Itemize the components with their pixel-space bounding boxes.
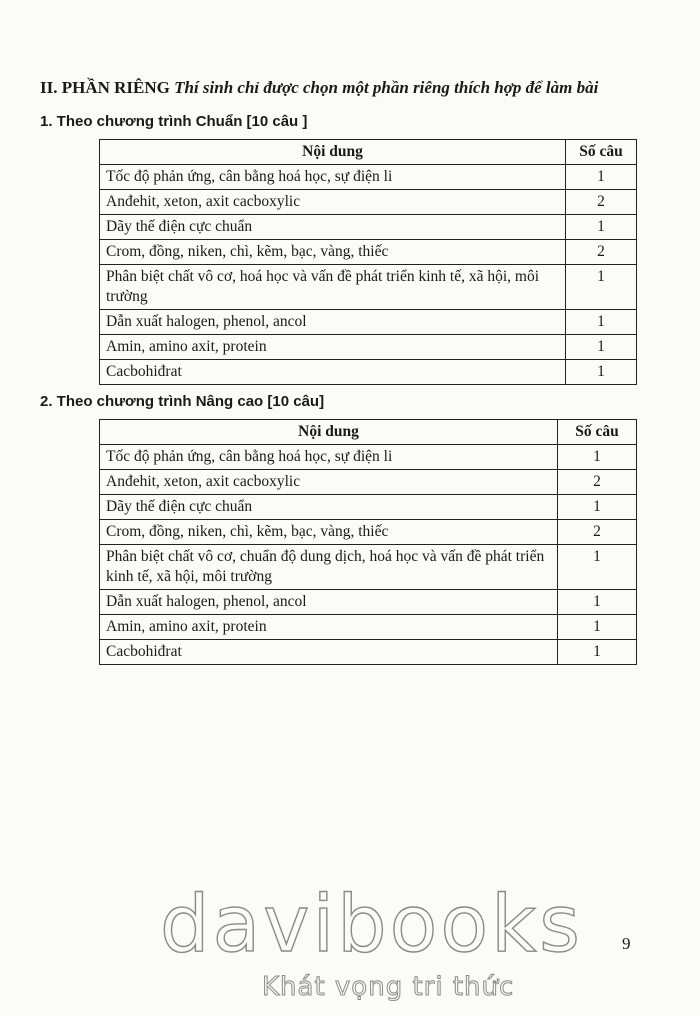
advanced-program-table [99, 419, 637, 665]
standard-program-table [99, 139, 637, 385]
table-row [100, 495, 637, 520]
row-count: 2 [558, 470, 637, 495]
table-row [100, 190, 637, 215]
page-number: 9 [622, 934, 631, 953]
section2-title: 2. Theo chương trình Nâng cao [10 câu] [40, 393, 325, 410]
table-row [100, 240, 637, 265]
row-content: Cacbohiđrat [100, 640, 558, 665]
table-row [100, 470, 637, 495]
table-row [100, 310, 637, 335]
row-count: 1 [558, 615, 637, 640]
row-content: Dãy thế điện cực chuẩn [100, 495, 558, 520]
table-row [100, 615, 637, 640]
table-row [100, 335, 637, 360]
row-content: Dãy thế điện cực chuẩn [100, 215, 566, 240]
row-content: Anđehit, xeton, axit cacboxylic [100, 470, 558, 495]
row-content: Tốc độ phản ứng, cân bằng hoá học, sự điện li [100, 165, 566, 190]
row-content: Dẫn xuất halogen, phenol, ancol [100, 590, 558, 615]
section-heading [40, 78, 598, 98]
row-count: 1 [566, 215, 637, 240]
row-count: 2 [566, 240, 637, 265]
table-row [100, 445, 637, 470]
row-count: 1 [558, 640, 637, 665]
row-count: 1 [558, 445, 637, 470]
col-header-count: Số câu [558, 420, 637, 445]
row-content: Anđehit, xeton, axit cacboxylic [100, 190, 566, 215]
section1-title: 1. Theo chương trình Chuẩn [10 câu ] [40, 113, 308, 130]
row-content: Dẫn xuất halogen, phenol, ancol [100, 310, 566, 335]
row-content: Crom, đồng, niken, chì, kẽm, bạc, vàng, thiếc [100, 520, 558, 545]
heading-label: II. PHẦN RIÊNG [40, 78, 170, 97]
row-count: 1 [566, 165, 637, 190]
col-header-count: Số câu [566, 140, 637, 165]
row-count: 1 [566, 265, 637, 310]
row-count: 1 [558, 495, 637, 520]
row-content: Phân biệt chất vô cơ, hoá học và vấn đề phát triển kinh tế, xã hội, môi trường [100, 265, 566, 310]
col-header-content: Nội dung [100, 140, 566, 165]
row-count: 1 [566, 335, 637, 360]
row-count: 2 [558, 520, 637, 545]
row-content: Phân biệt chất vô cơ, chuẩn độ dung dịch, hoá học và vấn đề phát triển kinh tế, xã hội, môi trường [100, 545, 558, 590]
row-count: 1 [566, 310, 637, 335]
row-count: 2 [566, 190, 637, 215]
table-row [100, 165, 637, 190]
table-row [100, 590, 637, 615]
row-content: Amin, amino axit, protein [100, 615, 558, 640]
table-row [100, 520, 637, 545]
row-content: Cacbohiđrat [100, 360, 566, 385]
col-header-content: Nội dung [100, 420, 558, 445]
row-count: 1 [558, 545, 637, 590]
table-row [100, 360, 637, 385]
table-row [100, 545, 637, 590]
table-row [100, 215, 637, 240]
row-content: Amin, amino axit, protein [100, 335, 566, 360]
publisher-tagline: Khát vọng tri thức [262, 972, 515, 1002]
row-count: 1 [558, 590, 637, 615]
row-content: Tốc độ phản ứng, cân bằng hoá học, sự điện li [100, 445, 558, 470]
table-row [100, 640, 637, 665]
heading-instruction: Thí sinh chỉ được chọn một phần riêng thích hợp để làm bài [174, 78, 599, 97]
publisher-logo: davibooks [160, 880, 583, 970]
table-row [100, 265, 637, 310]
row-content: Crom, đồng, niken, chì, kẽm, bạc, vàng, thiếc [100, 240, 566, 265]
row-count: 1 [566, 360, 637, 385]
